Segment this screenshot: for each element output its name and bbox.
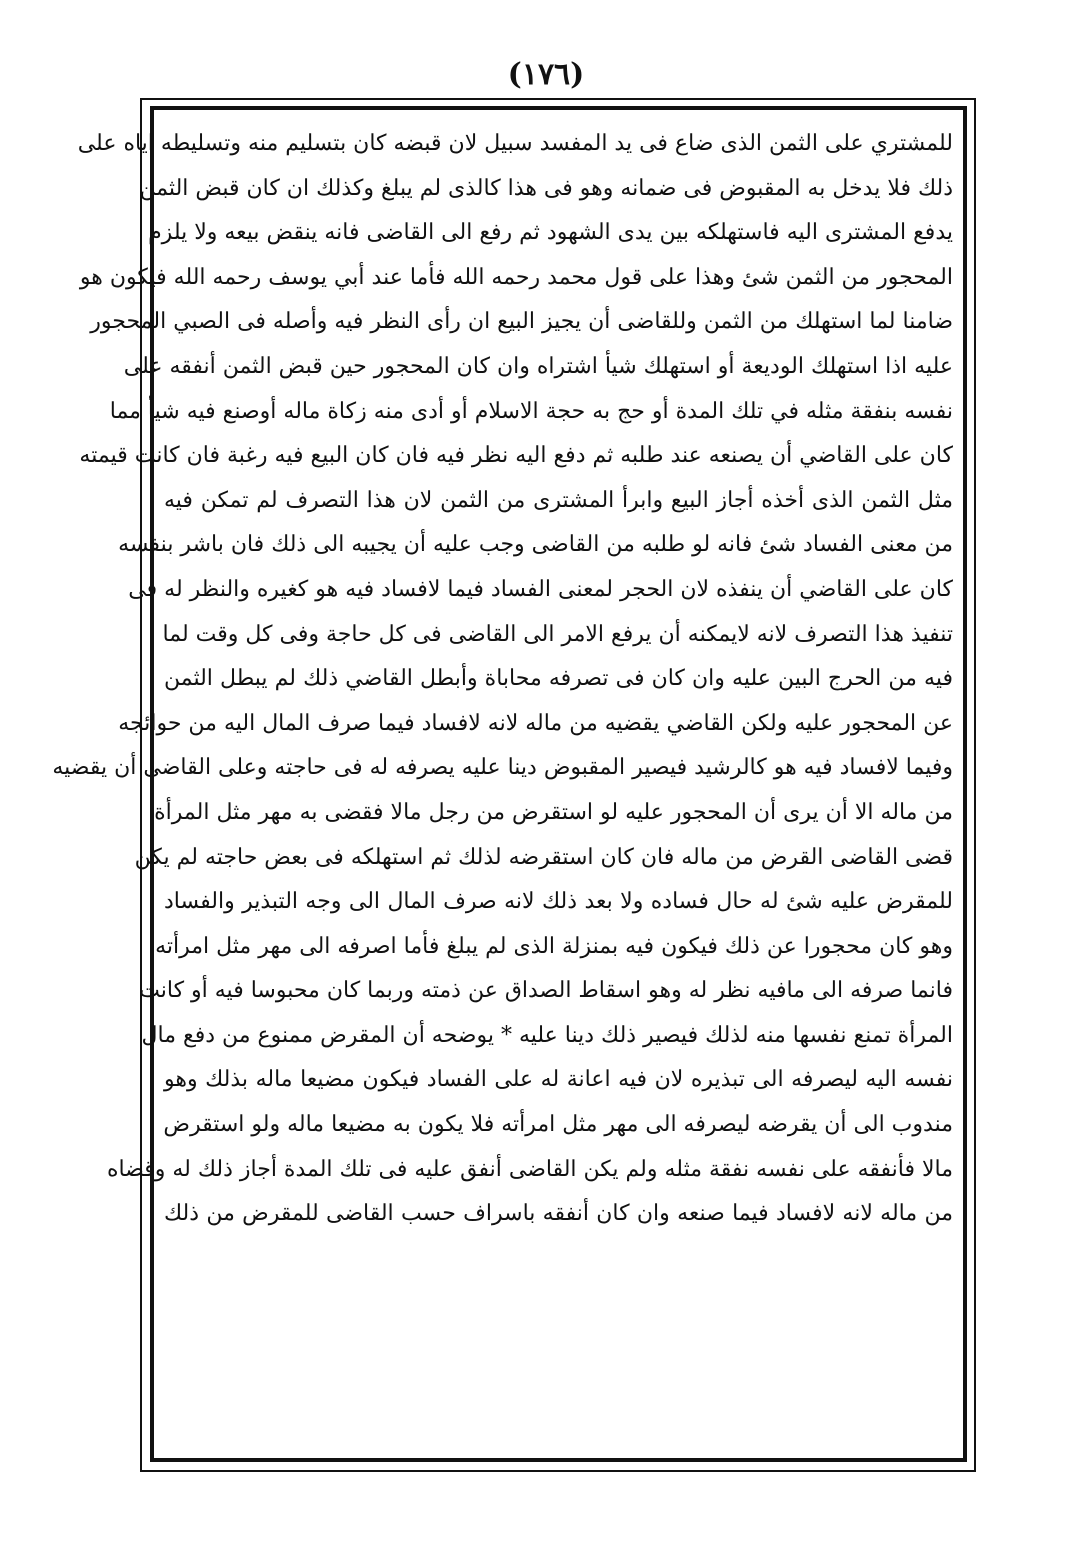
text-line: مالا فأنفقه على نفسه نفقة مثله ولم يكن القاضى أنفق عليه فى تلك المدة أجاز ذلك له وقضاه xyxy=(106,1156,953,1182)
text-line: مندوب الى أن يقرضه ليصرفه الى مهر مثل امرأته فلا يكون به مضيعا ماله ولو استقرض xyxy=(163,1112,953,1138)
text-line: فيه من الحرج البين عليه وان كان فى تصرفه محاباة وأبطل القاضي ذلك لم يبطل الثمن xyxy=(164,666,953,692)
text-line: نفسه بنفقة مثله في تلك المدة أو حج به حجة الاسلام أو أدى منه زكاة ماله أوصنع فيه شيأ مما xyxy=(109,398,953,424)
text-line: للمشتري على الثمن الذى ضاع فى يد المفسد سبيل لان قبضه كان بتسليم منه وتسليطه اياه على xyxy=(77,131,953,156)
text-line: وهو كان محجورا عن ذلك فيكون فيه بمنزلة الذى لم يبلغ فأما اصرفه الى مهر مثل امرأته xyxy=(155,933,953,959)
text-line: تنفيذ هذا التصرف لانه لايمكنه أن يرفع الامر الى القاضى فى كل حاجة وفى كل وقت لما xyxy=(162,621,953,647)
text-line: يدفع المشترى اليه فاستهلكه بين يدى الشهود ثم رفع الى القاضى فانه ينقض بيعه ولا يلزم xyxy=(148,220,953,246)
text-line: كان على القاضي أن ينفذه لان الحجر لمعنى الفساد فيما لافساد فيه هو كغيره والنظر له فى xyxy=(128,576,953,602)
text-line: للمقرض عليه شئ له حال فساده ولا بعد ذلك لانه صرف المال الى وجه التبذير والفساد xyxy=(164,889,953,915)
text-line: ذلك فلا يدخل به المقبوض فى ضمانه وهو فى هذا كالذى لم يبلغ وكذلك ان كان قبض الثمن xyxy=(139,175,953,201)
text-line: نفسه اليه ليصرفه الى تبذيره لان فيه اعانة له على الفساد فيكون مضيعا ماله بذلك وهو xyxy=(164,1067,953,1093)
text-line: فانما صرفه الى مافيه نظر له وهو اسقاط الصداق عن ذمته وربما كان محبوسا فيه أو كانت xyxy=(139,978,953,1004)
text-line: مثل الثمن الذى أخذه أجاز البيع وابرأ المشترى من الثمن لان هذا التصرف لم تمكن فيه xyxy=(164,487,953,513)
text-line: من ماله لانه لافساد فيما صنعه وان كان أنفقه باسراف حسب القاضى للمقرض من ذلك xyxy=(164,1201,953,1227)
page-number: (١٧٦) xyxy=(507,57,585,92)
text-line: المحجور من الثمن شئ وهذا على قول محمد رحمه الله فأما عند أبي يوسف رحمه الله فيكون هو xyxy=(79,264,953,290)
text-line: عليه اذا استهلك الوديعة أو استهلك شيأ اشتراه وان كان المحجور حين قبض الثمن أنفقه على xyxy=(123,353,953,379)
text-line: عن المحجور عليه ولكن القاضي يقضيه من ماله لانه لافساد فيما صرف المال اليه من حوائجه xyxy=(118,710,953,736)
text-line: قضى القاضى القرض من ماله فان كان استقرضه لذلك ثم استهلكه فى بعض حاجته لم يكن xyxy=(134,844,953,870)
text-line: المرأة تمنع نفسها منه لذلك فيصير ذلك دينا عليه * يوضحه أن المقرض ممنوع من دفع مال xyxy=(141,1022,953,1048)
text-line: من ماله الا أن يرى أن المحجور عليه لو استقرض من رجل مالا فقضى به مهر مثل المرأة xyxy=(154,799,953,825)
text-line: وفيما لافساد فيه هو كالرشيد فيصير المقبوض دينا عليه يصرفه له فى حاجته وعلى القاضى أن يقضيه xyxy=(52,755,953,781)
text-line: كان على القاضي أن يصنعه عند طلبه ثم دفع اليه نظر فيه فان كان البيع فيه رغبة فان كانت قيمته xyxy=(79,443,953,469)
text-line: ضامنا لما استهلك من الثمن وللقاضى أن يجيز البيع ان رأى النظر فيه وأصله فى الصبي المحجور xyxy=(90,309,953,335)
text-body xyxy=(52,116,957,1452)
text-line: من معنى الفساد شئ فانه لو طلبه من القاضى وجب عليه أن يجيبه الى ذلك فان باشر بنفسه xyxy=(118,532,953,558)
